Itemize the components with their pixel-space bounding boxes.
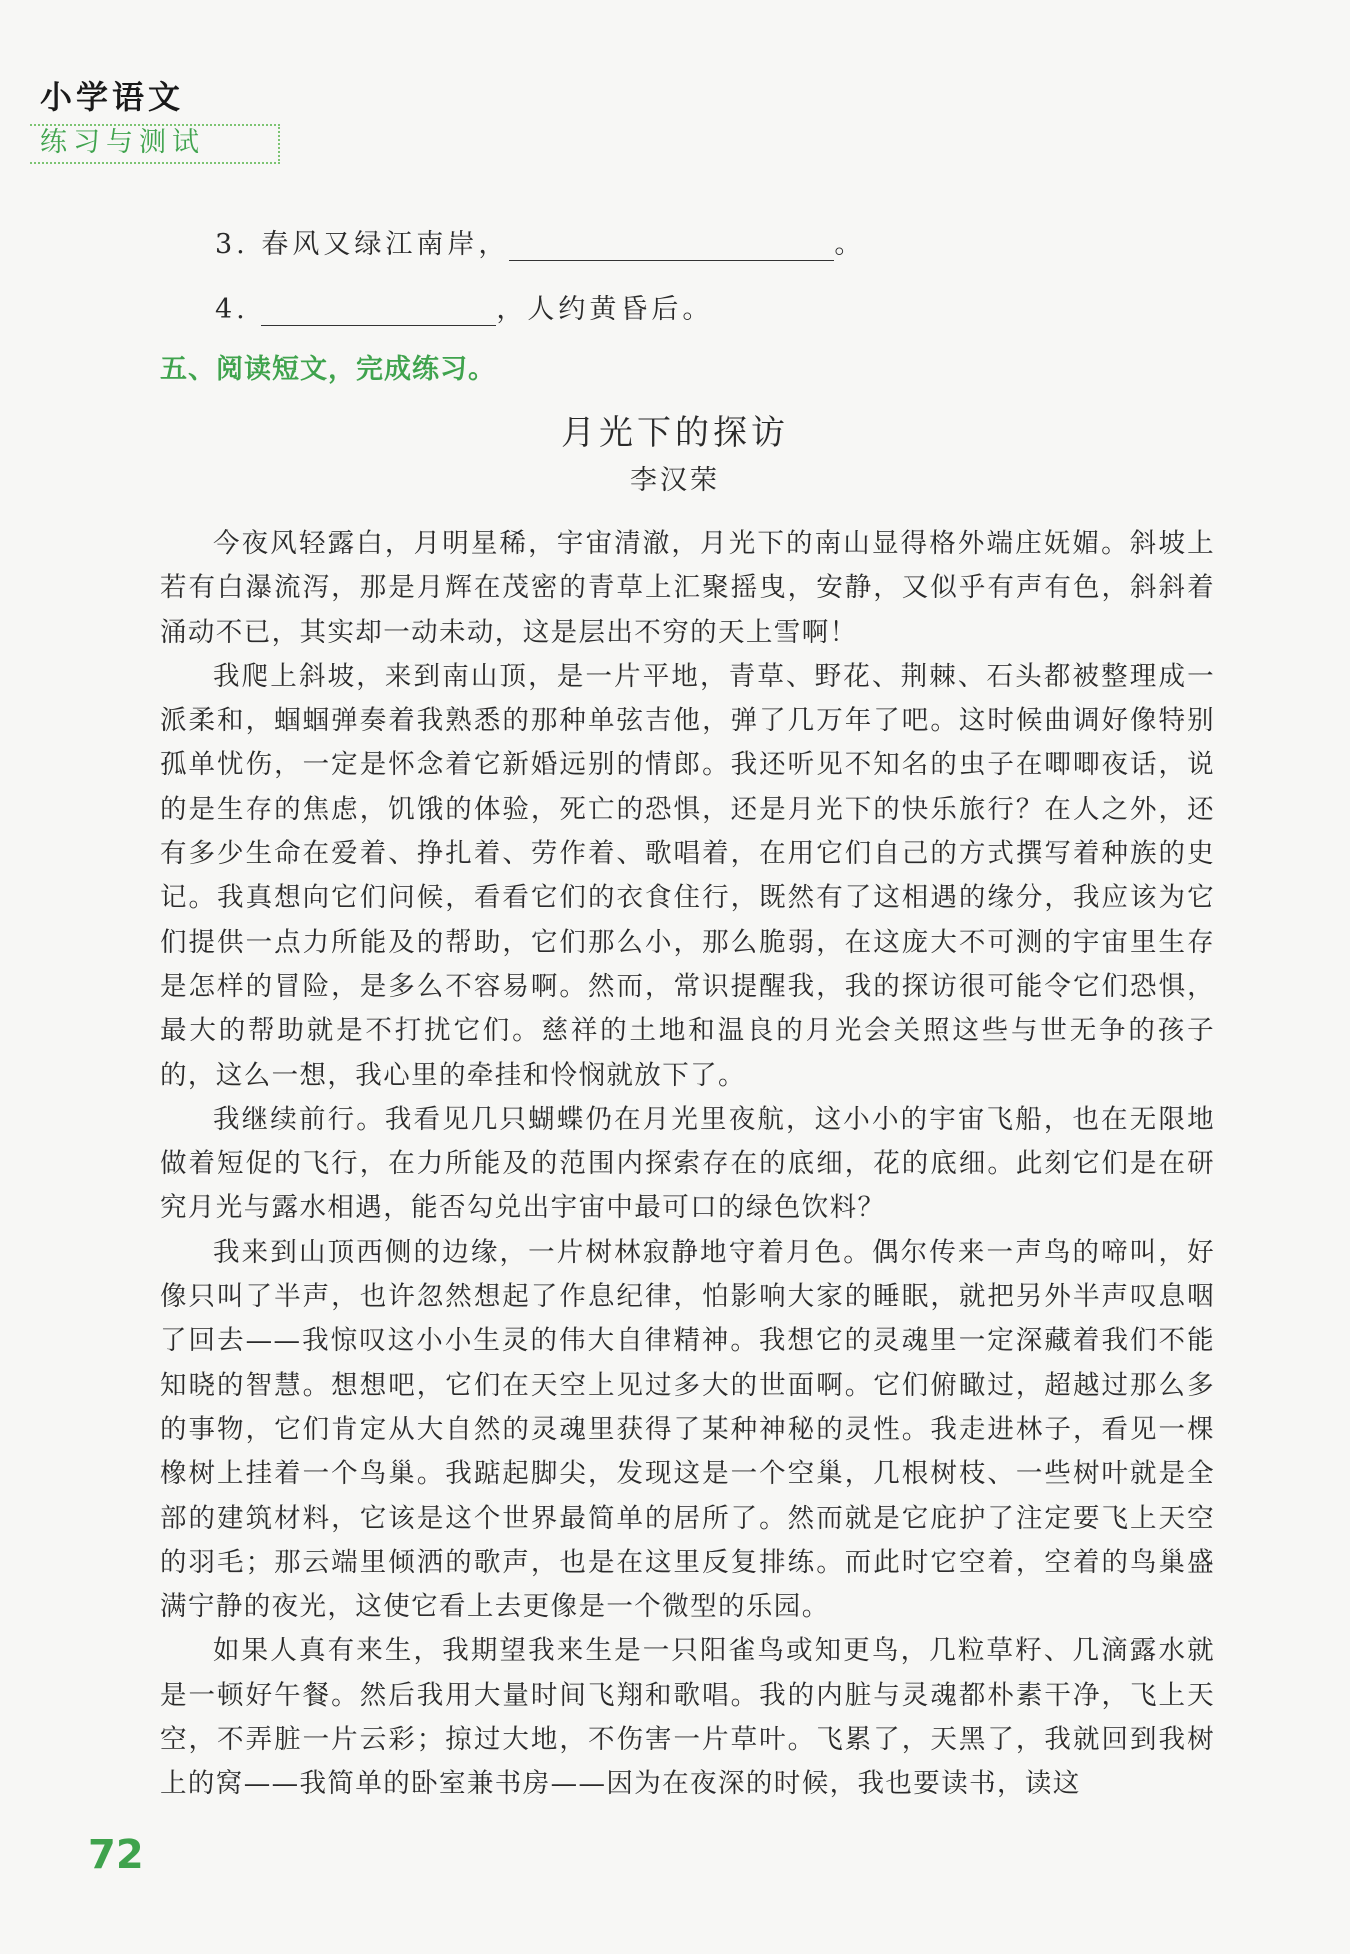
article-paragraph: 我爬上斜坡，来到南山顶，是一片平地，青草、野花、荆棘、石头都被整理成一派柔和，蝈蝈弹奏着我熟悉的那种单弦吉他，弹了几万年了吧。这时候曲调好像特别孤单忧伤，一定是怀念着它新婚远别的情郎。我还听见不知名的虫子在唧唧夜话，说的是生存的焦虑，饥饿的体验，死亡的恐惧，还是月光下的快乐旅行？在人之外，还有多少生命在爱着、挣扎着、劳作着、歌唱着，在用它们自己的方式撰写着种族的史记。我真想向它们问候，看看它们的衣食住行，既然有了这相遇的缘分，我应该为它们提供一点力所能及的帮助，它们那么小，那么脆弱，在这庞大不可测的宇宙里生存是怎样的冒险，是多么不容易啊。然而，常识提醒我，我的探访很可能令它们恐惧，最大的帮助就是不打扰它们。慈祥的土地和温良的月光会关照这些与世无争的孩子的，这么一想，我心里的牵挂和怜悯就放下了。 [160,660,1215,1091]
article-title: 月光下的探访 [561,413,789,453]
exercise-3 [215,222,865,261]
exercise-4 [215,287,713,326]
exercise-3-blank[interactable] [509,232,834,261]
exercise-4-text: ，人约黄昏后。 [496,294,714,325]
book-brand [30,72,290,164]
page-number: 72 [88,1832,144,1878]
exercise-3-text: 春风又绿江南岸， [261,229,510,260]
book-subtitle: 练习与测试 [30,124,280,164]
book-title: 小学语文 [40,78,185,116]
exercise-4-number: 4. [215,294,249,325]
article-paragraph: 我来到山顶西侧的边缘，一片树林寂静地守着月色。偶尔传来一声鸟的啼叫，好像只叫了半声，也许忽然想起了作息纪律，怕影响大家的睡眠，就把另外半声叹息咽了回去——我惊叹这小小生灵的伟大自律精神。我想它的灵魂里一定深藏着我们不能知晓的智慧。想想吧，它们在天空上见过多大的世面啊。它们俯瞰过，超越过那么多的事物，它们肯定从大自然的灵魂里获得了某种神秘的灵性。我走进林子，看见一棵橡树上挂着一个鸟巢。我踮起脚尖，发现这是一个空巢，几根树枝、一些树叶就是全部的建筑材料，它该是这个世界最简单的居所了。然而就是它庇护了注定要飞上天空的羽毛；那云端里倾洒的歌声，也是在这里反复排练。而此时它空着，空着的鸟巢盛满宁静的夜光，这使它看上去更像是一个微型的乐园。 [160,1236,1215,1623]
exercise-3-number: 3. [215,229,249,260]
article-paragraph: 如果人真有来生，我期望我来生是一只阳雀鸟或知更鸟，几粒草籽、几滴露水就是一顿好午餐。然后我用大量时间飞翔和歌唱。我的内脏与灵魂都朴素干净，飞上天空，不弄脏一片云彩；掠过大地，不伤害一片草叶。飞累了，天黑了，我就回到我树上的窝——我简单的卧室兼书房——因为在夜深的时候，我也要读书，读这 [160,1635,1215,1800]
article-paragraph: 我继续前行。我看见几只蝴蝶仍在月光里夜航，这小小的宇宙飞船，也在无限地做着短促的飞行，在力所能及的范围内探索存在的底细，花的底细。此刻它们是在研究月光与露水相遇，能否勾兑出宇宙中最可口的绿色饮料？ [160,1103,1215,1224]
article-body [160,522,1215,1807]
article-paragraph: 今夜风轻露白，月明星稀，宇宙清澈，月光下的南山显得格外端庄妩媚。斜坡上若有白瀑流泻，那是月辉在茂密的青草上汇聚摇曳，安静，又似乎有声有色，斜斜着涌动不已，其实却一动未动，这是层出不穷的天上雪啊！ [160,528,1215,648]
exercise-4-blank[interactable] [261,297,496,326]
exercise-3-end: 。 [834,229,866,260]
section-heading: 五、阅读短文，完成练习。 [160,354,496,385]
article-author: 李汉荣 [630,465,720,496]
